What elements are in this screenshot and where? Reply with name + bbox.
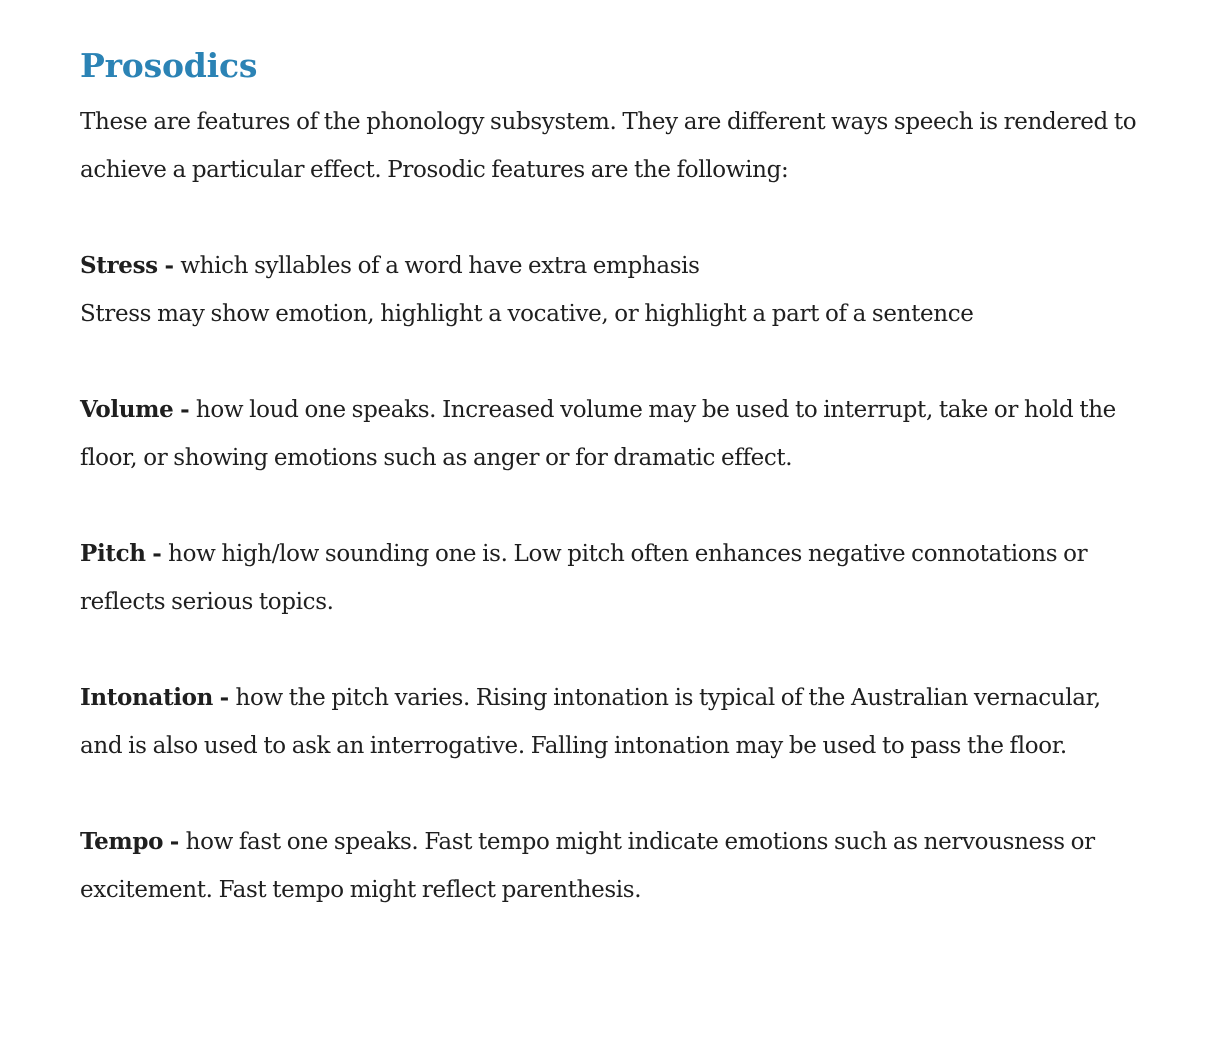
feature-extra: Stress may show emotion, highlight a vocative, or highlight a part of a sentence <box>80 301 974 327</box>
feature-definition: how high/low sounding one is. Low pitch often enhances negative connotations or reflects serious topics. <box>80 541 1088 615</box>
feature-term: Intonation <box>80 684 213 711</box>
term-separator: - <box>173 396 196 423</box>
feature-term: Volume <box>80 396 174 423</box>
term-separator: - <box>163 828 186 855</box>
feature-tempo <box>80 818 1140 914</box>
feature-intonation <box>80 674 1140 770</box>
article <box>80 40 1140 914</box>
feature-stress <box>80 242 1140 338</box>
page-title: Prosodics <box>80 46 258 85</box>
feature-definition: how the pitch varies. Rising intonation is typical of the Australian vernacular, and is also used to ask an interrogative. Falling intonation may be used to pass the floor. <box>80 685 1101 759</box>
term-separator: - <box>157 252 181 279</box>
feature-term: Tempo <box>80 828 164 855</box>
feature-term: Stress <box>80 252 158 279</box>
feature-volume <box>80 386 1140 482</box>
feature-pitch <box>80 530 1140 626</box>
feature-definition: how fast one speaks. Fast tempo might indicate emotions such as nervousness or excitement. Fast tempo might reflect parenthesis. <box>80 829 1095 903</box>
feature-definition: which syllables of a word have extra emphasis <box>180 253 700 279</box>
term-separator: - <box>213 684 236 711</box>
feature-term: Pitch <box>80 540 146 567</box>
term-separator: - <box>145 540 169 567</box>
feature-definition: how loud one speaks. Increased volume may be used to interrupt, take or hold the floor, or showing emotions such as anger or for dramatic effect. <box>80 397 1116 471</box>
intro-paragraph: These are features of the phonology subsystem. They are different ways speech is rendered to achieve a particular effect. Prosodic features are the following: <box>80 109 1137 183</box>
